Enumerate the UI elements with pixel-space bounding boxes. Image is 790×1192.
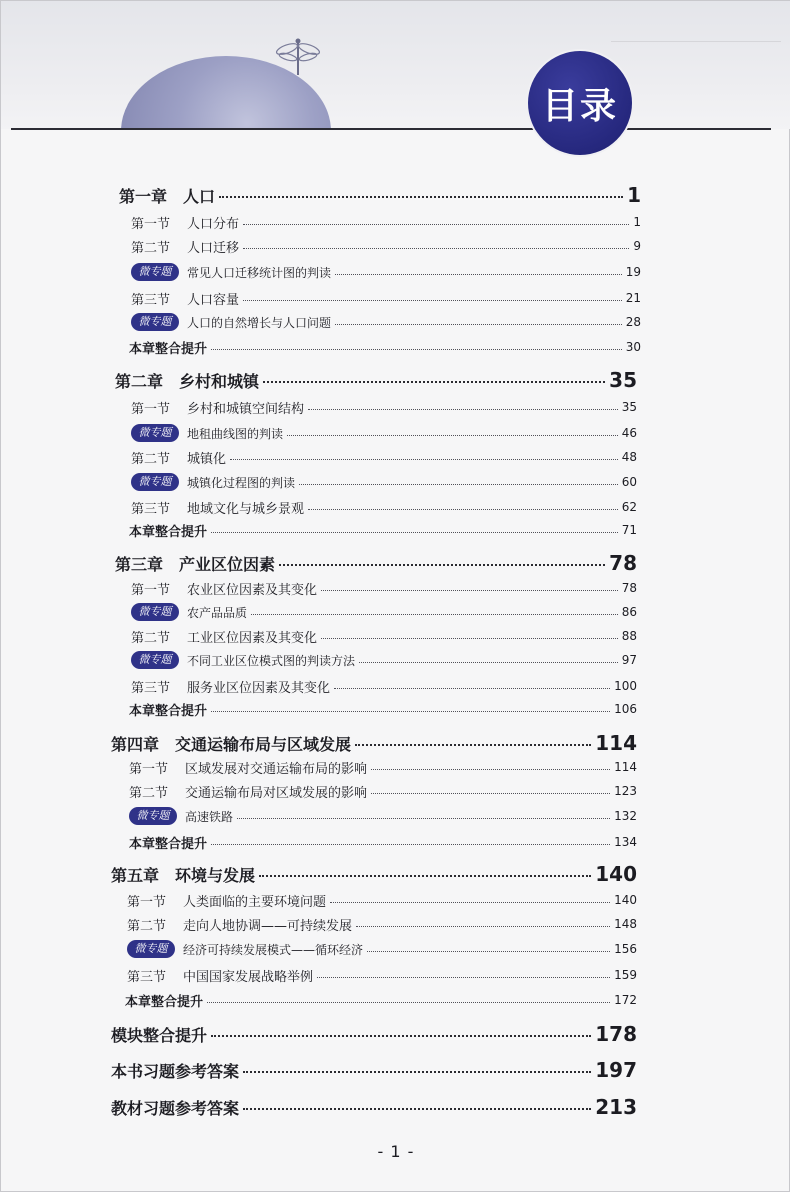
toc-entry-label: 第四章 交通运输布局与区域发展	[111, 734, 352, 754]
section-title: 交通运输布局对区域发展的影响	[185, 785, 368, 801]
header-divider	[11, 128, 771, 130]
toc-entry-label	[131, 237, 239, 256]
toc-entry-label: 本章整合提升	[129, 703, 208, 719]
dot-leader	[279, 564, 605, 566]
dot-leader	[211, 349, 622, 350]
toc-entry-label: 本章整合提升	[129, 836, 208, 852]
section-title: 区域发展对交通运输布局的影响	[185, 761, 368, 777]
dot-leader	[243, 248, 629, 249]
section-number: 第二节	[131, 451, 171, 467]
micro-topic-title: 经济可持续发展模式——循环经济	[183, 942, 364, 957]
dot-leader	[335, 324, 622, 325]
toc-page-number: 156	[614, 942, 637, 956]
toc-entry-label	[131, 603, 247, 621]
toc-page-number: 106	[614, 702, 637, 716]
dot-leader	[334, 688, 610, 689]
toc-page-number: 114	[614, 760, 637, 774]
toc-entry-special	[129, 805, 637, 827]
toc-page-number: 62	[621, 500, 637, 514]
section-title: 走向人地协调——可持续发展	[183, 918, 353, 934]
toc-page-number: 9	[633, 239, 641, 253]
micro-topic-badge: 微专题	[131, 473, 179, 491]
toc-entry-label	[129, 782, 367, 801]
toc-entry-label	[131, 448, 226, 467]
section-title: 城镇化	[187, 451, 227, 467]
toc-page-number: 30	[625, 340, 641, 354]
micro-topic-title: 城镇化过程图的判读	[187, 475, 296, 490]
toc-page-number: 46	[621, 426, 637, 440]
table-of-contents	[1, 1, 790, 1192]
toc-page-number: 132	[614, 809, 637, 823]
dot-leader	[321, 638, 618, 639]
toc-entry-label	[131, 263, 331, 281]
section-number: 第三节	[127, 969, 167, 985]
toc-entry-label	[131, 213, 239, 232]
toc-page-number: 88	[621, 629, 637, 643]
toc-entry-label: 第五章 环境与发展	[111, 865, 256, 885]
dot-leader	[251, 614, 618, 615]
dot-leader	[308, 509, 618, 510]
toc-entry-label	[129, 758, 367, 777]
micro-topic-badge: 微专题	[131, 651, 179, 669]
toc-entry-label	[131, 473, 295, 491]
section-number: 第二节	[129, 785, 169, 801]
toc-entry-chapter	[115, 552, 637, 574]
toc-page-number: 197	[595, 1058, 637, 1082]
micro-topic-title: 不同工业区位模式图的判读方法	[187, 653, 356, 668]
toc-page-number: 35	[621, 400, 637, 414]
toc-page-number: 78	[621, 581, 637, 595]
dot-leader	[371, 769, 610, 770]
toc-entry-section	[131, 235, 641, 257]
toc-entry-summary	[129, 831, 637, 853]
toc-entry-label: 本章整合提升	[129, 524, 208, 540]
toc-entry-summary	[129, 519, 637, 541]
toc-page-number: 134	[614, 835, 637, 849]
dot-leader	[211, 1035, 591, 1037]
toc-entry-special	[127, 938, 637, 960]
toc-entry-chapter	[111, 1096, 637, 1118]
toc-page-number: 140	[614, 893, 637, 907]
dot-leader	[259, 875, 591, 877]
toc-entry-section	[127, 889, 637, 911]
toc-entry-label	[131, 677, 330, 696]
toc-entry-special	[131, 649, 637, 671]
toc-page-number: 178	[595, 1022, 637, 1046]
toc-entry-section	[129, 780, 637, 802]
section-title: 人口迁移	[187, 240, 240, 256]
micro-topic-badge: 微专题	[131, 263, 179, 281]
toc-entry-section	[131, 496, 637, 518]
section-number: 第二节	[131, 630, 171, 646]
section-number: 第一节	[131, 216, 171, 232]
section-title: 农业区位因素及其变化	[187, 582, 318, 598]
toc-page-number: 19	[625, 265, 641, 279]
section-number: 第一节	[127, 894, 167, 910]
toc-page-number: 71	[621, 523, 637, 537]
toc-entry-section	[131, 625, 637, 647]
section-title: 人口分布	[187, 216, 240, 232]
toc-entry-label: 第一章 人口	[119, 186, 216, 206]
dot-leader	[263, 381, 605, 383]
dot-leader	[207, 1002, 610, 1003]
dot-leader	[321, 590, 618, 591]
micro-topic-title: 人口的自然增长与人口问题	[187, 315, 332, 330]
toc-entry-label	[131, 424, 283, 442]
toc-page-number: 48	[621, 450, 637, 464]
toc-entry-label: 本书习题参考答案	[111, 1061, 240, 1081]
toc-entry-summary	[129, 698, 637, 720]
dot-leader	[317, 977, 610, 978]
toc-entry-special	[131, 422, 637, 444]
toc-entry-section	[127, 964, 637, 986]
toc-entry-summary	[129, 336, 641, 358]
toc-entry-chapter	[111, 1023, 637, 1045]
micro-topic-badge: 微专题	[129, 807, 177, 825]
toc-page-number: 172	[614, 993, 637, 1007]
section-number: 第三节	[131, 292, 171, 308]
dot-leader	[211, 844, 610, 845]
micro-topic-badge: 微专题	[131, 313, 179, 331]
toc-entry-label	[127, 966, 313, 985]
toc-entry-chapter	[111, 1059, 637, 1081]
toc-page-number: 60	[621, 475, 637, 489]
toc-entry-label	[129, 807, 233, 825]
section-title: 中国国家发展战略举例	[183, 969, 314, 985]
section-number: 第二节	[127, 918, 167, 934]
micro-topic-badge: 微专题	[127, 940, 175, 958]
toc-entry-chapter	[111, 732, 637, 754]
toc-entry-label	[127, 915, 352, 934]
toc-page-number: 1	[627, 183, 641, 207]
toc-entry-chapter	[111, 863, 637, 885]
section-title: 人口容量	[187, 292, 240, 308]
dot-leader	[299, 484, 618, 485]
toc-entry-label: 第二章 乡村和城镇	[115, 371, 260, 391]
toc-page-number: 123	[614, 784, 637, 798]
toc-entry-special	[131, 471, 637, 493]
dot-leader	[359, 662, 618, 663]
toc-page-number: 86	[621, 605, 637, 619]
dot-leader	[308, 409, 618, 410]
toc-entry-section	[127, 913, 637, 935]
micro-topic-badge: 微专题	[131, 424, 179, 442]
toc-entry-label	[131, 498, 304, 517]
toc-page-number: 78	[609, 551, 637, 575]
dot-leader	[230, 459, 618, 460]
toc-entry-summary	[125, 989, 637, 1011]
dot-leader	[371, 793, 610, 794]
toc-entry-label: 本章整合提升	[129, 341, 208, 357]
section-title: 地域文化与城乡景观	[187, 501, 305, 517]
dot-leader	[243, 1071, 591, 1073]
toc-entry-label	[131, 651, 355, 669]
toc-entry-label: 本章整合提升	[125, 994, 204, 1010]
dot-leader	[367, 951, 610, 952]
dot-leader	[335, 274, 622, 275]
toc-entry-label	[131, 627, 317, 646]
toc-entry-label	[131, 289, 239, 308]
toc-page-number: 28	[625, 315, 641, 329]
toc-entry-special	[131, 261, 641, 283]
section-number: 第二节	[131, 240, 171, 256]
toc-entry-special	[131, 311, 641, 333]
dot-leader	[237, 818, 610, 819]
toc-page-number: 114	[595, 731, 637, 755]
toc-entry-label: 第三章 产业区位因素	[115, 554, 276, 574]
toc-page-number: 100	[614, 679, 637, 693]
section-number: 第一节	[131, 401, 171, 417]
micro-topic-title: 常见人口迁移统计图的判读	[187, 265, 332, 280]
toc-entry-label	[127, 940, 363, 958]
page-title: 目录	[541, 85, 618, 127]
micro-topic-title: 地租曲线图的判读	[187, 426, 284, 441]
dot-leader	[287, 435, 618, 436]
section-title: 服务业区位因素及其变化	[187, 680, 331, 696]
toc-entry-chapter	[119, 184, 641, 206]
dot-leader	[243, 1108, 591, 1110]
dot-leader	[355, 744, 591, 746]
section-number: 第一节	[131, 582, 171, 598]
toc-entry-section	[131, 675, 637, 697]
toc-entry-label: 教材习题参考答案	[111, 1098, 240, 1118]
toc-page-number: 140	[595, 862, 637, 886]
toc-page-number: 21	[625, 291, 641, 305]
section-title: 乡村和城镇空间结构	[187, 401, 305, 417]
section-number: 第三节	[131, 680, 171, 696]
toc-entry-label	[131, 313, 331, 331]
toc-entry-label	[127, 891, 326, 910]
toc-page-number: 1	[633, 215, 641, 229]
toc-entry-section	[131, 396, 637, 418]
toc-page-number: 159	[614, 968, 637, 982]
dot-leader	[243, 300, 622, 301]
section-number: 第一节	[129, 761, 169, 777]
toc-title-badge	[528, 51, 632, 155]
toc-page-number: 148	[614, 917, 637, 931]
section-number: 第三节	[131, 501, 171, 517]
toc-entry-special	[131, 601, 637, 623]
toc-entry-section	[131, 577, 637, 599]
toc-entry-section	[131, 287, 641, 309]
dot-leader	[243, 224, 629, 225]
toc-page-number: 97	[621, 653, 637, 667]
dot-leader	[211, 711, 610, 712]
section-title: 工业区位因素及其变化	[187, 630, 318, 646]
micro-topic-title: 高速铁路	[185, 809, 234, 824]
toc-entry-label	[131, 398, 304, 417]
toc-entry-label: 模块整合提升	[111, 1025, 208, 1045]
toc-entry-section	[131, 446, 637, 468]
toc-page-number: 35	[609, 368, 637, 392]
micro-topic-badge: 微专题	[131, 603, 179, 621]
toc-page-number: 213	[595, 1095, 637, 1119]
section-title: 人类面临的主要环境问题	[183, 894, 327, 910]
dot-leader	[211, 532, 618, 533]
toc-entry-section	[129, 756, 637, 778]
toc-entry-section	[131, 211, 641, 233]
dot-leader	[330, 902, 610, 903]
dot-leader	[219, 196, 623, 198]
dot-leader	[356, 926, 610, 927]
micro-topic-title: 农产品品质	[187, 605, 248, 620]
toc-entry-label	[131, 579, 317, 598]
toc-entry-chapter	[115, 369, 637, 391]
page-number: - 1 -	[377, 1142, 415, 1161]
